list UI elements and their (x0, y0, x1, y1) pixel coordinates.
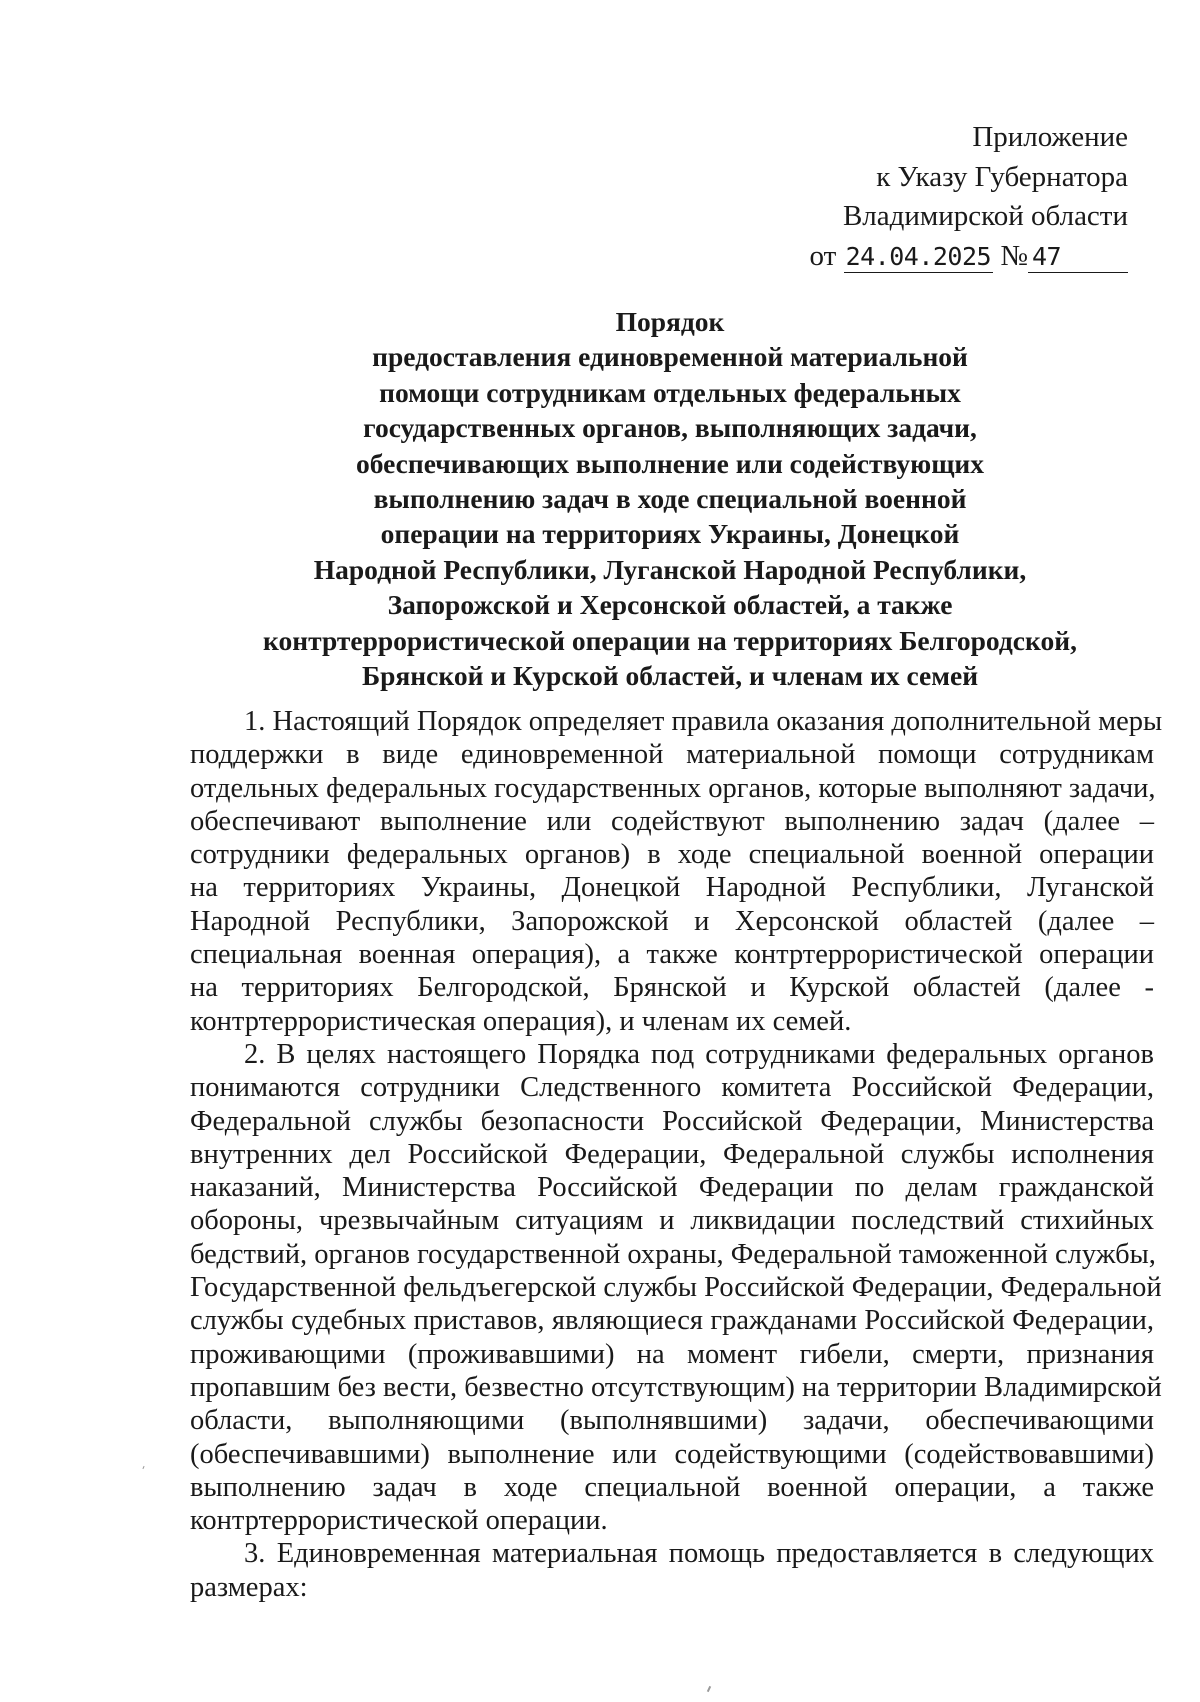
paragraph-line: наказаний, Министерства Российской Федерации по делам гражданской (190, 1172, 1154, 1204)
scan-speck (707, 1686, 711, 1692)
title-line: предоставления единовременной материальной (372, 341, 968, 373)
paragraph-line: выполнению задач в ходе специальной военной операции, а также (190, 1471, 1154, 1503)
paragraph-line: обеспечивают выполнение или содействуют выполнению задач (далее – (190, 805, 1154, 837)
paragraph-line: размерах: (190, 1571, 308, 1603)
title-line: обеспечивающих выполнение или содействующих (355, 447, 985, 479)
paragraph-line: поддержки в виде единовременной материальной помощи сотрудникам (190, 739, 1154, 771)
decree-date: 24.04.2025 (845, 241, 992, 271)
paragraph-line: понимаются сотрудники Следственного комитета Российской Федерации, (190, 1072, 1154, 1104)
title-line: помощи сотрудникам отдельных федеральных (379, 376, 961, 408)
paragraph-line: контртеррористической операции. (190, 1505, 608, 1537)
paragraph-line: (обеспечивавшими) выполнение или содействующими (содействовавшими) (190, 1438, 1154, 1470)
paragraph-line: отдельных федеральных государственных органов, которые выполняют задачи, (190, 772, 1156, 804)
paragraph-first-line: 3. Единовременная материальная помощь предоставляется в следующих (244, 1538, 1154, 1570)
paragraph-line: внутренних дел Российской Федерации, Федеральной службы исполнения (190, 1138, 1154, 1170)
paragraph-line: Федеральной службы безопасности Российской Федерации, Министерства (190, 1105, 1154, 1137)
document-body (190, 705, 1163, 1604)
appendix-region: Владимирской области (842, 200, 1128, 232)
paragraph-line: обороны, чрезвычайным ситуациям и ликвидации последствий стихийных (190, 1205, 1154, 1237)
title-line: Запорожской и Херсонской областей, а также (387, 589, 953, 621)
paragraph-line: пропавшим без вести, безвестно отсутствующим) на территории Владимирской (190, 1371, 1162, 1403)
title-line: операции на территориях Украины, Донецкой (380, 518, 960, 550)
paragraph-line: на территориях Белгородской, Брянской и Курской областей (далее - (190, 972, 1154, 1004)
appendix-date-line (810, 237, 1128, 277)
paragraph-first-line: 2. В целях настоящего Порядка под сотрудниками федеральных органов (244, 1038, 1154, 1070)
title-heading: Порядок (615, 306, 725, 337)
number-sign: № (1000, 239, 1028, 272)
paragraph-line: Государственной фельдъегерской службы Российской Федерации, Федеральной (190, 1272, 1162, 1304)
title-line: выполнению задач в ходе специальной военной (373, 483, 967, 515)
title-line: государственных органов, выполняющих задачи, (363, 412, 977, 444)
date-prefix: от (809, 239, 837, 272)
paragraph-line: проживающими (проживавшими) на момент гибели, смерти, признания (190, 1338, 1154, 1370)
scan-speck (142, 1466, 144, 1469)
paragraph-first-line: 1. Настоящий Порядок определяет правила оказания дополнительной меры (244, 706, 1163, 737)
paragraph-line: специальная военная операция), а также контртеррористической операции (190, 939, 1154, 971)
document-title (150, 304, 1190, 693)
appendix-header (810, 118, 1128, 276)
paragraph-line: службы судебных приставов, являющиеся гражданами Российской Федерации, (190, 1305, 1154, 1337)
title-line: Народной Республики, Луганской Народной Республики, (313, 553, 1027, 585)
decree-number: 47 (1028, 242, 1128, 273)
paragraph-line: области, выполняющими (выполнявшими) задачи, обеспечивающими (190, 1405, 1154, 1437)
paragraph-line: сотрудники федеральных органов) в ходе специальной военной операции (190, 839, 1154, 871)
appendix-decree-ref: к Указу Губернатора (876, 160, 1128, 193)
appendix-label: Приложение (972, 121, 1128, 153)
paragraph-line: контртеррористическая операция), и членам их семей. (190, 1005, 852, 1037)
title-line: контртеррористической операции на территориях Белгородской, (263, 624, 1077, 656)
paragraph-line: Народной Республики, Запорожской и Херсонской областей (далее – (190, 905, 1154, 937)
title-line: Брянской и Курской областей, и членам их семей (361, 660, 979, 692)
paragraph-line: на территориях Украины, Донецкой Народной Республики, Луганской (190, 872, 1154, 904)
paragraph-line: бедствий, органов государственной охраны, Федеральной таможенной службы, (190, 1238, 1156, 1270)
